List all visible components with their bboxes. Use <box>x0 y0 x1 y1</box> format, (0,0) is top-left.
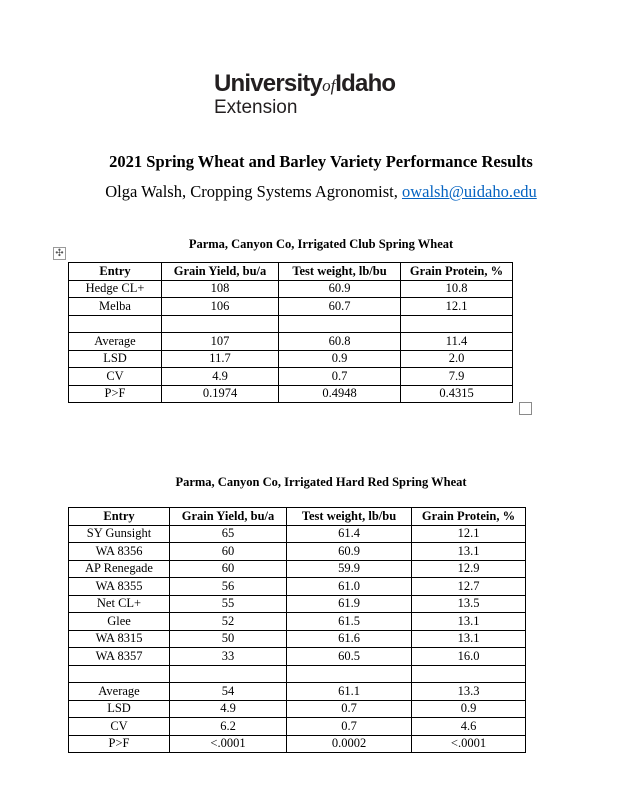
entry-cell: CV <box>69 368 162 386</box>
value-cell: 12.1 <box>412 525 526 543</box>
entry-cell: CV <box>69 718 170 736</box>
value-cell: 12.7 <box>412 578 526 596</box>
value-cell: 60.8 <box>279 333 401 351</box>
author-text: Olga Walsh, Cropping Systems Agronomist, <box>105 182 402 201</box>
author-line <box>0 182 642 202</box>
table-2-caption: Parma, Canyon Co, Irrigated Hard Red Spring Wheat <box>175 475 467 489</box>
value-cell: 65 <box>170 525 287 543</box>
value-cell: 13.5 <box>412 595 526 613</box>
value-cell: 60 <box>170 560 287 578</box>
header-row <box>69 263 513 281</box>
header-row <box>69 508 526 526</box>
value-cell: 61.5 <box>287 613 412 631</box>
value-cell <box>412 665 526 683</box>
entry-cell: WA 8357 <box>69 648 170 666</box>
value-cell: 61.9 <box>287 595 412 613</box>
entry-cell: P>F <box>69 385 162 403</box>
document-title: 2021 Spring Wheat and Barley Variety Performance Results <box>109 152 533 171</box>
table-row <box>69 735 526 753</box>
table-row <box>69 648 526 666</box>
entry-cell: P>F <box>69 735 170 753</box>
value-cell: 59.9 <box>287 560 412 578</box>
value-cell: 16.0 <box>412 648 526 666</box>
logo-idaho-text: Idaho <box>335 70 396 97</box>
value-cell: 13.3 <box>412 683 526 701</box>
table-row <box>69 578 526 596</box>
table-1-caption: Parma, Canyon Co, Irrigated Club Spring Wheat <box>188 237 454 251</box>
value-cell: 0.7 <box>287 718 412 736</box>
value-cell: 60.7 <box>279 298 401 316</box>
entry-cell: Hedge CL+ <box>69 280 162 298</box>
table-row <box>69 368 513 386</box>
table-row <box>69 350 513 368</box>
value-cell: 4.6 <box>412 718 526 736</box>
entry-cell: AP Renegade <box>69 560 170 578</box>
table-row <box>69 595 526 613</box>
value-cell: 108 <box>162 280 279 298</box>
resize-square-icon[interactable] <box>519 402 532 415</box>
table-row <box>69 700 526 718</box>
value-cell: 10.8 <box>401 280 513 298</box>
value-cell: 60 <box>170 543 287 561</box>
entry-cell: SY Gunsight <box>69 525 170 543</box>
column-header: Entry <box>69 263 162 281</box>
value-cell: 0.4315 <box>401 385 513 403</box>
column-header: Test weight, lb/bu <box>287 508 412 526</box>
table-row <box>69 543 526 561</box>
column-header: Test weight, lb/bu <box>279 263 401 281</box>
value-cell <box>279 315 401 333</box>
logo-extension-text: Extension <box>214 97 298 118</box>
value-cell: 61.6 <box>287 630 412 648</box>
value-cell: 55 <box>170 595 287 613</box>
value-cell <box>401 315 513 333</box>
value-cell: 0.9 <box>279 350 401 368</box>
value-cell: 0.1974 <box>162 385 279 403</box>
value-cell: 0.0002 <box>287 735 412 753</box>
column-header: Grain Protein, % <box>412 508 526 526</box>
table-row <box>69 560 526 578</box>
value-cell <box>162 315 279 333</box>
value-cell: <.0001 <box>170 735 287 753</box>
table-row <box>69 385 513 403</box>
value-cell <box>287 665 412 683</box>
value-cell: 50 <box>170 630 287 648</box>
value-cell: 60.5 <box>287 648 412 666</box>
value-cell: 12.9 <box>412 560 526 578</box>
entry-cell: Average <box>69 333 162 351</box>
club-spring-wheat-table <box>68 262 513 403</box>
move-arrows-icon[interactable]: ✣ <box>53 247 66 260</box>
table-row <box>69 333 513 351</box>
table-row <box>69 315 513 333</box>
value-cell: 4.9 <box>162 368 279 386</box>
value-cell: 60.9 <box>279 280 401 298</box>
column-header: Grain Protein, % <box>401 263 513 281</box>
value-cell: 13.1 <box>412 613 526 631</box>
value-cell: 4.9 <box>170 700 287 718</box>
value-cell: <.0001 <box>412 735 526 753</box>
logo-university-text: University <box>214 70 323 97</box>
value-cell: 106 <box>162 298 279 316</box>
value-cell: 11.4 <box>401 333 513 351</box>
entry-cell: Melba <box>69 298 162 316</box>
value-cell: 7.9 <box>401 368 513 386</box>
entry-cell: Glee <box>69 613 170 631</box>
value-cell: 61.0 <box>287 578 412 596</box>
column-header: Entry <box>69 508 170 526</box>
value-cell: 0.7 <box>287 700 412 718</box>
table-row <box>69 298 513 316</box>
value-cell: 61.4 <box>287 525 412 543</box>
value-cell: 52 <box>170 613 287 631</box>
table-row <box>69 613 526 631</box>
column-header: Grain Yield, bu/a <box>162 263 279 281</box>
entry-cell: WA 8315 <box>69 630 170 648</box>
value-cell: 2.0 <box>401 350 513 368</box>
logo-of-text: of <box>322 76 336 95</box>
author-email-link[interactable]: owalsh@uidaho.edu <box>401 182 537 201</box>
value-cell: 33 <box>170 648 287 666</box>
value-cell: 56 <box>170 578 287 596</box>
logo-wordmark <box>214 72 444 98</box>
value-cell: 13.1 <box>412 630 526 648</box>
table-row <box>69 718 526 736</box>
column-header: Grain Yield, bu/a <box>170 508 287 526</box>
value-cell <box>170 665 287 683</box>
value-cell: 60.9 <box>287 543 412 561</box>
value-cell: 6.2 <box>170 718 287 736</box>
entry-cell: WA 8355 <box>69 578 170 596</box>
value-cell: 61.1 <box>287 683 412 701</box>
entry-cell: WA 8356 <box>69 543 170 561</box>
value-cell: 0.4948 <box>279 385 401 403</box>
value-cell: 12.1 <box>401 298 513 316</box>
hard-red-spring-wheat-table <box>68 507 526 753</box>
table-row <box>69 683 526 701</box>
value-cell: 11.7 <box>162 350 279 368</box>
value-cell: 107 <box>162 333 279 351</box>
value-cell: 0.9 <box>412 700 526 718</box>
entry-cell <box>69 315 162 333</box>
entry-cell: LSD <box>69 700 170 718</box>
entry-cell <box>69 665 170 683</box>
university-of-idaho-extension-logo <box>214 72 444 120</box>
entry-cell: LSD <box>69 350 162 368</box>
value-cell: 0.7 <box>279 368 401 386</box>
table-row <box>69 280 513 298</box>
value-cell: 13.1 <box>412 543 526 561</box>
table-row <box>69 630 526 648</box>
value-cell: 54 <box>170 683 287 701</box>
entry-cell: Average <box>69 683 170 701</box>
entry-cell: Net CL+ <box>69 595 170 613</box>
table-row <box>69 525 526 543</box>
table-row <box>69 665 526 683</box>
